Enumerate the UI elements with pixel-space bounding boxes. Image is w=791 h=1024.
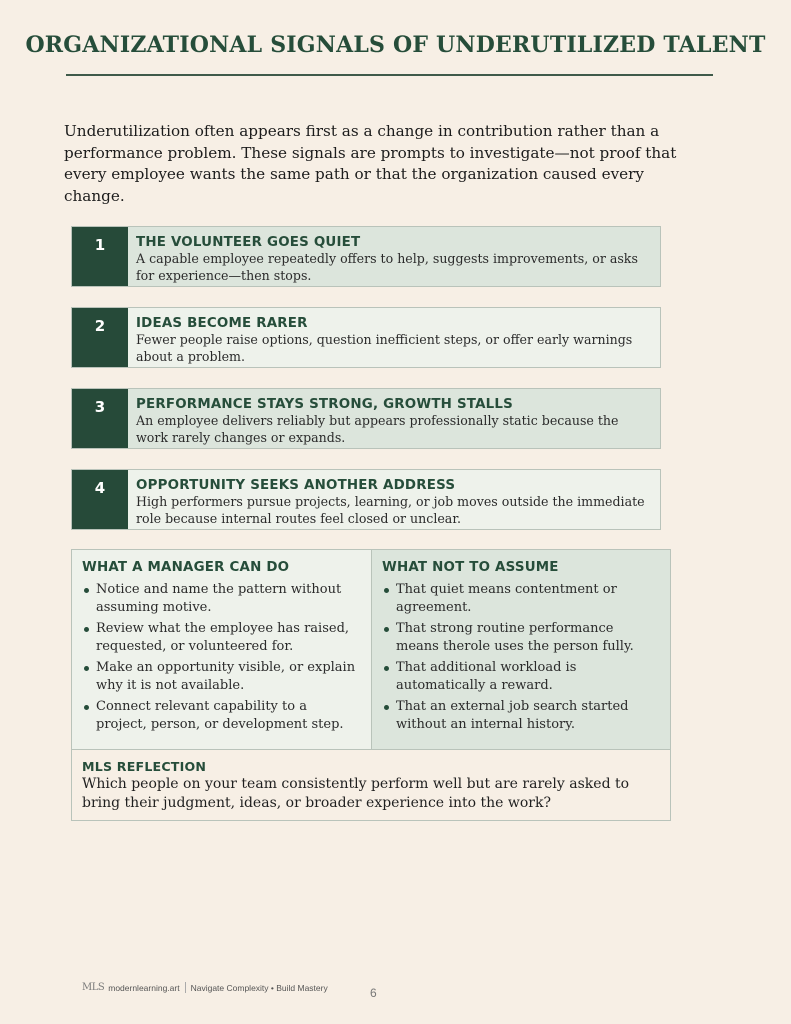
not-assume-heading: WHAT NOT TO ASSUME [382,560,559,575]
page-title: ORGANIZATIONAL SIGNALS OF UNDERUTILIZED TALENT [25,32,766,58]
list-item: Connect relevant capability to a project, person, or development step. [82,698,361,733]
reflection-heading: MLS REFLECTION [82,759,207,774]
signal-heading: THE VOLUNTEER GOES QUIET [136,235,361,250]
list-item: That quiet means contentment or agreement. [382,581,660,616]
signal-card-3 [71,388,661,449]
not-assume-list [382,581,660,733]
signal-heading: PERFORMANCE STAYS STRONG, GROWTH STALLS [136,397,513,412]
signal-description: An employee delivers reliably but appears professionally static because the work rarely changes or expands. [136,413,619,445]
list-item: That strong routine performance means therole uses the person fully. [382,620,660,655]
list-item: Make an opportunity visible, or explain why it is not available. [82,659,361,694]
list-item: That an external job search started without an internal history. [382,698,660,733]
reflection-section [72,749,670,820]
manager-actions-heading: WHAT A MANAGER CAN DO [82,560,290,575]
reflection-question: Which people on your team consistently perform well but are rarely asked to bring their judgment, ideas, or broader experience into the work? [82,776,630,811]
signal-card-1 [71,226,661,287]
brand-logo: MLS [82,982,105,993]
signal-heading: OPPORTUNITY SEEKS ANOTHER ADDRESS [136,478,456,493]
manager-actions-list [82,581,361,733]
signal-card-2 [71,307,661,368]
signal-heading: IDEAS BECOME RARER [136,316,308,331]
signal-description: Fewer people raise options, question inefficient steps, or offer early warnings about a problem. [136,332,633,364]
footer-site: modernlearning.art [108,982,180,993]
footer-tagline: Navigate Complexity • Build Mastery [190,982,328,993]
intro-paragraph: Underutilization often appears first as a change in contribution rather than a performance problem. These signals are prompts to investigate—not proof that every employee wants the same path or that the organization caused every change. [64,122,677,205]
footer-divider [185,982,186,993]
signal-number: 4 [72,470,128,529]
signal-number: 1 [72,227,128,286]
signal-number: 3 [72,389,128,448]
guidance-box [71,549,671,821]
signal-card-4 [71,469,661,530]
signal-description: A capable employee repeatedly offers to help, suggests improvements, or asks for experience—then stops. [136,251,638,283]
title-divider [66,74,713,76]
not-assume-column [372,550,670,749]
manager-actions-column [72,550,372,749]
signal-description: High performers pursue projects, learning, or job moves outside the immediate role because internal routes feel closed or unclear. [136,494,645,526]
signal-number: 2 [72,308,128,367]
page-number: 6 [370,986,377,1000]
footer [82,982,328,993]
list-item: Notice and name the pattern without assuming motive. [82,581,361,616]
list-item: Review what the employee has raised, requested, or volunteered for. [82,620,361,655]
list-item: That additional workload is automatically a reward. [382,659,660,694]
